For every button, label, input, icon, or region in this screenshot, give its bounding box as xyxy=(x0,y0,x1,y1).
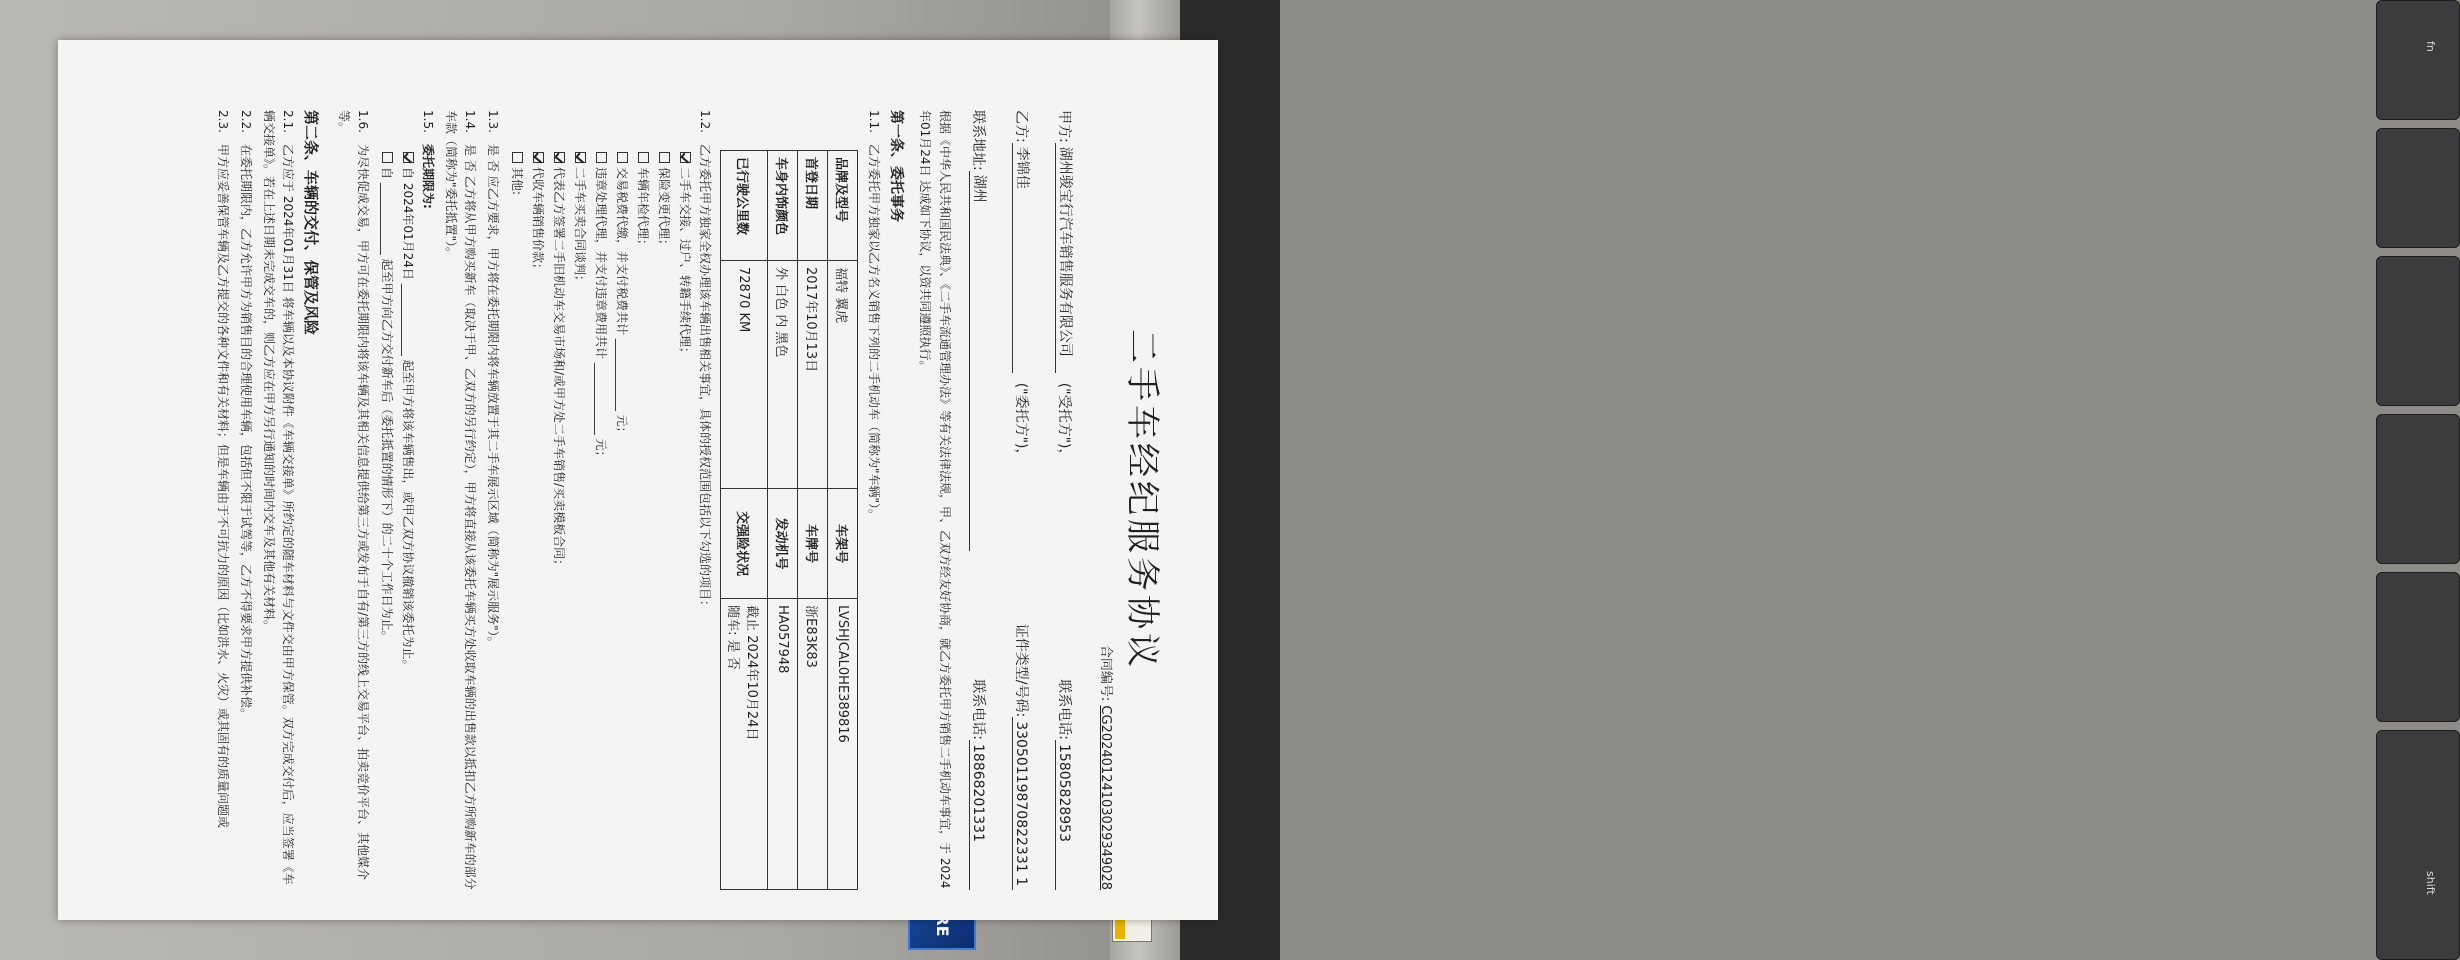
clause-text: 甲方应妥善保管车辆及乙方提交的各种文件和有关材料；但是车辆由于不可抗力的原因（比如洪水、火灾）或其固有的质量问题或 xyxy=(216,144,230,829)
brand-value: 福特 翼虎 xyxy=(828,261,858,489)
address-label: 联系地址: xyxy=(970,110,986,171)
option-text: 代收车辆销售价款； xyxy=(531,167,545,276)
clause-text: 是 否 应乙方要求，甲方将在委托期限内将车辆放置于其二手车展示区域（简称为"展示服务"）。 xyxy=(486,144,500,649)
clause-1-1 xyxy=(864,110,883,890)
color-value: 外 白色 内 黑色 xyxy=(768,261,798,489)
key xyxy=(2376,572,2460,722)
checkbox[interactable] xyxy=(617,152,628,163)
address-row xyxy=(969,110,990,890)
address-value: 湖州 xyxy=(969,171,990,551)
party-a-tag: ("受托方")， xyxy=(1056,382,1072,463)
vin-value: LVSHJCAL0HE389816 xyxy=(828,599,858,890)
insurance-value xyxy=(721,599,768,890)
document-title: 二手车经纪服务协议 xyxy=(1122,329,1162,671)
contract-number-row xyxy=(1098,110,1117,890)
checkbox[interactable] xyxy=(575,152,586,163)
table-row xyxy=(828,151,858,890)
party-a-phone-label: 联系电话: xyxy=(1056,679,1072,740)
authorization-option xyxy=(674,152,695,890)
clause-number: 1.6. xyxy=(356,110,370,133)
authorization-option xyxy=(611,152,632,890)
party-a-phone: 15805828953 xyxy=(1055,740,1072,890)
mileage-label: 已行驶公里数 xyxy=(721,151,768,261)
clause-number: 1.4. xyxy=(463,110,477,133)
clause-text: 乙方委托甲方独家全权办理该车辆出售相关事宜，具体的授权范围包括以下勾选的项目： xyxy=(698,144,712,613)
authorization-option xyxy=(527,152,548,890)
term-text: 自 2024年01月24日 ____________ 起至甲方将该车辆售出，或甲乙双方协议撤销该委托为止。 xyxy=(401,167,415,672)
term-text: 自 ____________ 起至甲方向乙方交付新车后（委托抵置的情形下）的二十个工作日为止。 xyxy=(380,167,394,643)
section-1-heading: 第一条、委托事务 xyxy=(888,110,904,222)
authorization-option xyxy=(632,152,653,890)
clause-heading: 委托期限为: xyxy=(421,144,435,209)
party-a-label: 甲方: xyxy=(1056,110,1072,143)
authorization-option xyxy=(548,152,569,890)
party-a-name: 湖州骏宝行汽车销售服务有限公司 xyxy=(1055,143,1076,373)
checkbox[interactable] xyxy=(659,152,670,163)
table-row xyxy=(798,151,828,890)
party-b-id-label: 证件类型/号码: xyxy=(1013,623,1029,718)
plate-value: 浙E83K83 xyxy=(798,599,828,890)
term-option-1 xyxy=(397,152,418,890)
preamble: 根据《中华人民共和国民法典》、《二手车流通管理办法》等有关法律法规，甲、乙双方经友好协商，就乙方委托甲方销售二手机动车事宜，于 2024年01月24日 达成如下协议，以资共同遵照执行。 xyxy=(918,110,952,889)
option-text: 交易税费代缴，并支付税费共计 ____________ 元； xyxy=(615,167,629,439)
option-text: 违章处理代理，并支付违章费用共计 ____________ 元； xyxy=(594,167,608,463)
table-row xyxy=(721,151,768,890)
table-row xyxy=(768,151,798,890)
vehicle-table xyxy=(720,150,858,890)
option-text: 车辆年检代理； xyxy=(636,167,650,252)
color-label: 车身内饰颜色 xyxy=(768,151,798,261)
option-text: 保险变更代理； xyxy=(657,167,671,252)
checkbox[interactable] xyxy=(382,152,393,163)
authorization-option xyxy=(569,152,590,890)
section-2-heading: 第二条、车辆的交付、保管及风险 xyxy=(302,110,320,336)
checkbox[interactable] xyxy=(680,152,691,163)
clause-number: 1.2. xyxy=(698,110,712,133)
key-shift-label: shift xyxy=(2424,871,2437,895)
checkbox[interactable] xyxy=(403,152,414,163)
clause-2-2 xyxy=(236,110,255,890)
key xyxy=(2376,256,2460,406)
checkbox[interactable] xyxy=(512,152,523,163)
address-phone-label: 联系电话: xyxy=(970,679,986,740)
party-b-label: 乙方: xyxy=(1013,110,1029,143)
brand-label: 品牌及型号 xyxy=(828,151,858,261)
contract-number-label: 合同编号: xyxy=(1098,644,1113,702)
key xyxy=(2376,128,2460,248)
clause-text: 乙方委托甲方独家以乙方名义销售下列的二手机动车（简称为"车辆"）。 xyxy=(867,144,881,522)
party-b-name: 李锦佳 xyxy=(1012,143,1033,373)
insurance-label: 交强险状况 xyxy=(721,489,768,599)
key-shift xyxy=(2376,730,2460,960)
clause-number: 2.3. xyxy=(216,110,230,133)
key-fn-label: fn xyxy=(2424,41,2437,52)
party-b-id: 33050119870822331 1 xyxy=(1012,717,1029,890)
checkbox[interactable] xyxy=(533,152,544,163)
clause-number: 1.3. xyxy=(486,110,500,133)
mileage-value: 72870 KM xyxy=(721,261,768,489)
first-reg-value: 2017年10月13日 xyxy=(798,261,828,489)
contract-paper xyxy=(58,40,1218,920)
clause-1-6 xyxy=(334,110,372,890)
checkbox[interactable] xyxy=(638,152,649,163)
clause-text: 在委托期限内，乙方允许甲方为销售目的合理使用车辆，包括但不限于试驾等，乙方不得要求甲方提供补偿。 xyxy=(239,144,253,721)
vin-label: 车架号 xyxy=(828,489,858,599)
authorization-option xyxy=(506,152,527,890)
key xyxy=(2376,414,2460,564)
authorization-options xyxy=(506,110,695,890)
checkbox[interactable] xyxy=(554,152,565,163)
engine-label: 发动机号 xyxy=(768,489,798,599)
option-text: 代表乙方签署二手旧机动车交易市场和/或甲方处二手车销售/买卖模板合同； xyxy=(552,167,566,572)
clause-number: 1.5. xyxy=(421,110,435,133)
party-b-row xyxy=(1012,110,1033,890)
clause-text: 为尽快促成交易，甲方可在委托期限内将该车辆及其相关信息提供给第三方或发布于自有/第三方的线上交易平台、拍卖竞价平台、其他媒介等。 xyxy=(337,110,370,881)
clause-1-5 xyxy=(418,110,437,890)
engine-value: HA057948 xyxy=(768,599,798,890)
option-text: 其他: xyxy=(510,167,524,196)
first-reg-label: 首登日期 xyxy=(798,151,828,261)
authorization-option xyxy=(653,152,674,890)
plate-label: 车牌号 xyxy=(798,489,828,599)
option-text: 二手车交接、过户、转籍手续代理； xyxy=(678,167,692,360)
insurance-until: 截止 2024年10月24日 xyxy=(744,605,759,741)
contract-number: CG20240124103029349028 xyxy=(1098,705,1113,890)
party-a-row xyxy=(1055,110,1076,890)
clause-number: 2.2. xyxy=(239,110,253,133)
checkbox[interactable] xyxy=(596,152,607,163)
clause-number: 2.1. xyxy=(281,110,295,133)
address-phone: 18868201331 xyxy=(969,740,986,890)
insurance-follow: 随车: 是 否 xyxy=(725,605,740,670)
party-b-tag: ("委托方")， xyxy=(1013,382,1029,463)
clause-1-4 xyxy=(441,110,479,890)
clause-2-1 xyxy=(259,110,297,890)
clause-2-3 xyxy=(213,110,232,890)
clause-number: 1.1. xyxy=(867,110,881,133)
option-text: 二手车买卖合同谈判； xyxy=(573,167,587,288)
clause-1-3 xyxy=(483,110,502,890)
authorization-option xyxy=(590,152,611,890)
clause-text: 乙方应于 2024年01月31日 将车辆以及本协议附件《车辆交接单》所约定的随车材料与文件交由甲方保管。双方完成交付后，应当签署《车辆交接单》。若在上述日期未完成交车的，则乙方应在甲方另行通知的时间内交车及其他有关材料。 xyxy=(262,110,295,885)
clause-1-2 xyxy=(695,110,714,890)
term-option-2 xyxy=(376,152,397,890)
key-fn xyxy=(2376,0,2460,120)
clause-text: 是 否 乙方将从甲方购买新车（取决于甲、乙双方的另行约定），甲方将直接从该委托车辆买方处收取车辆的出售款以抵扣乙方所购新车的部分车款（简称为"委托抵置"）。 xyxy=(444,110,477,890)
